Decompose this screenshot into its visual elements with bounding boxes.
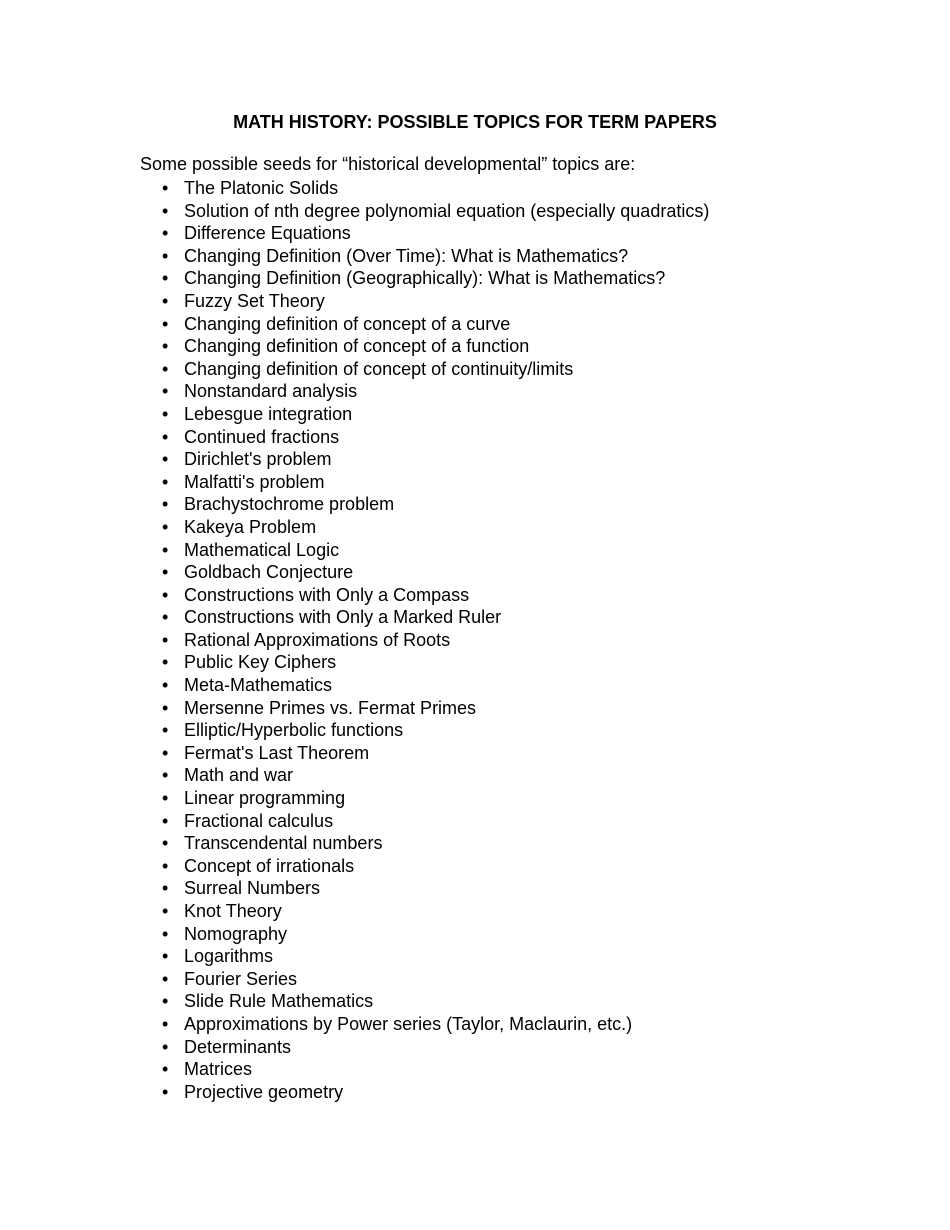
list-item — [162, 561, 709, 584]
list-item — [162, 245, 709, 268]
list-item-label: The Platonic Solids — [184, 178, 339, 198]
bullet-icon: • — [162, 494, 169, 515]
bullet-icon: • — [162, 675, 169, 696]
bullet-icon: • — [162, 516, 169, 537]
bullet-icon: • — [162, 336, 169, 357]
topic-list — [162, 177, 709, 1103]
list-item-label: Surreal Numbers — [184, 878, 321, 899]
list-item-label: Kakeya Problem — [184, 516, 317, 537]
bullet-icon: • — [162, 629, 169, 650]
list-item — [162, 448, 709, 471]
list-item — [162, 222, 709, 245]
list-item — [162, 267, 709, 290]
intro-text: Some possible seeds for “historical developmental” topics are: — [140, 154, 636, 174]
list-item-label: Concept of irrationals — [184, 855, 355, 876]
bullet-icon: • — [162, 652, 169, 673]
bullet-icon: • — [162, 178, 169, 198]
bullet-icon: • — [162, 855, 169, 876]
list-item — [162, 403, 709, 426]
bullet-icon: • — [162, 946, 169, 967]
list-item — [162, 832, 709, 855]
list-item — [162, 1036, 709, 1059]
list-item — [162, 313, 709, 336]
list-item-label: Goldbach Conjecture — [184, 562, 354, 583]
bullet-icon: • — [162, 1081, 169, 1102]
list-item-label: Fuzzy Set Theory — [184, 290, 325, 311]
list-item-label: Slide Rule Mathematics — [184, 991, 374, 1012]
list-item — [162, 651, 709, 674]
list-item-label: Changing definition of concept of continuity/limits — [184, 358, 574, 379]
list-item — [162, 719, 709, 742]
bullet-icon: • — [162, 810, 169, 831]
list-item — [162, 358, 709, 381]
bullet-icon: • — [162, 358, 169, 379]
list-item-label: Lebesgue integration — [184, 403, 353, 424]
list-item-label: Malfatti's problem — [184, 471, 325, 492]
bullet-icon: • — [162, 1036, 169, 1057]
list-item-label: Constructions with Only a Marked Ruler — [184, 607, 502, 628]
bullet-icon: • — [162, 1013, 169, 1034]
list-item-label: Brachystochrome problem — [184, 494, 395, 515]
bullet-icon: • — [162, 403, 169, 424]
bullet-icon: • — [162, 833, 169, 854]
list-item-label: Mathematical Logic — [184, 539, 340, 560]
bullet-icon: • — [162, 991, 169, 1012]
list-item-label: Linear programming — [184, 788, 346, 809]
bullet-icon: • — [162, 1059, 169, 1080]
list-item-label: Changing Definition (Over Time): What is Mathematics? — [184, 245, 629, 266]
list-item-label: Mersenne Primes vs. Fermat Primes — [184, 697, 477, 718]
bullet-icon: • — [162, 742, 169, 763]
list-item — [162, 900, 709, 923]
bullet-icon: • — [162, 562, 169, 583]
bullet-icon: • — [162, 697, 169, 718]
bullet-icon: • — [162, 449, 169, 470]
list-item-label: Difference Equations — [184, 223, 351, 244]
list-item-label: Constructions with Only a Compass — [184, 584, 470, 605]
list-item-label: Changing Definition (Geographically): What is Mathematics? — [184, 268, 666, 289]
list-item — [162, 697, 709, 720]
list-item-label: Fractional calculus — [184, 810, 334, 831]
list-item-label: Public Key Ciphers — [184, 652, 337, 673]
list-item-label: Meta-Mathematics — [184, 675, 333, 696]
list-item-label: Elliptic/Hyperbolic functions — [184, 720, 404, 741]
bullet-icon: • — [162, 290, 169, 311]
page-title: MATH HISTORY: POSSIBLE TOPICS FOR TERM PAPERS — [233, 112, 717, 132]
list-item-label: Fermat's Last Theorem — [184, 742, 370, 763]
list-item-label: Fourier Series — [184, 968, 298, 989]
bullet-icon: • — [162, 584, 169, 605]
list-item-label: Logarithms — [184, 946, 274, 967]
list-item — [162, 877, 709, 900]
bullet-icon: • — [162, 765, 169, 786]
list-item — [162, 764, 709, 787]
list-item — [162, 674, 709, 697]
list-item-label: Transcendental numbers — [184, 833, 383, 854]
list-item — [162, 539, 709, 562]
list-item — [162, 335, 709, 358]
bullet-icon: • — [162, 471, 169, 492]
list-item-label: Matrices — [184, 1059, 253, 1080]
list-item — [162, 855, 709, 878]
list-item-label: Knot Theory — [184, 901, 282, 921]
bullet-icon: • — [162, 923, 169, 944]
list-item-label: Changing definition of concept of a function — [184, 336, 530, 357]
bullet-icon: • — [162, 313, 169, 334]
list-item — [162, 923, 709, 946]
list-item-label: Determinants — [184, 1036, 292, 1057]
bullet-icon: • — [162, 200, 169, 221]
list-item — [162, 1058, 709, 1081]
list-item — [162, 290, 709, 313]
list-item — [162, 177, 709, 200]
list-item-label: Nonstandard analysis — [184, 381, 358, 402]
list-item-label: Dirichlet's problem — [184, 449, 332, 470]
bullet-icon: • — [162, 268, 169, 289]
bullet-icon: • — [162, 901, 169, 921]
list-item — [162, 1081, 709, 1104]
list-item-label: Nomography — [184, 923, 288, 944]
bullet-icon: • — [162, 381, 169, 402]
bullet-icon: • — [162, 223, 169, 244]
bullet-icon: • — [162, 968, 169, 989]
bullet-icon: • — [162, 245, 169, 266]
list-item-label: Changing definition of concept of a curve — [184, 313, 511, 334]
list-item-label: Approximations by Power series (Taylor, Maclaurin, etc.) — [184, 1013, 633, 1034]
list-item — [162, 787, 709, 810]
bullet-icon: • — [162, 720, 169, 741]
list-item-label: Math and war — [184, 765, 294, 786]
list-item — [162, 380, 709, 403]
list-item — [162, 945, 709, 968]
list-item — [162, 584, 709, 607]
list-item-label: Rational Approximations of Roots — [184, 629, 451, 650]
list-item — [162, 1013, 709, 1036]
bullet-icon: • — [162, 539, 169, 560]
bullet-icon: • — [162, 878, 169, 899]
list-item — [162, 426, 709, 449]
list-item — [162, 493, 709, 516]
list-item — [162, 810, 709, 833]
bullet-icon: • — [162, 788, 169, 809]
list-item-label: Continued fractions — [184, 426, 340, 447]
list-item — [162, 200, 709, 223]
list-item — [162, 968, 709, 991]
list-item-label: Solution of nth degree polynomial equation (especially quadratics) — [184, 200, 710, 221]
list-item — [162, 606, 709, 629]
list-item — [162, 516, 709, 539]
list-item — [162, 471, 709, 494]
list-item — [162, 990, 709, 1013]
list-item — [162, 629, 709, 652]
bullet-icon: • — [162, 607, 169, 628]
bullet-icon: • — [162, 426, 169, 447]
list-item — [162, 742, 709, 765]
list-item-label: Projective geometry — [184, 1081, 344, 1102]
